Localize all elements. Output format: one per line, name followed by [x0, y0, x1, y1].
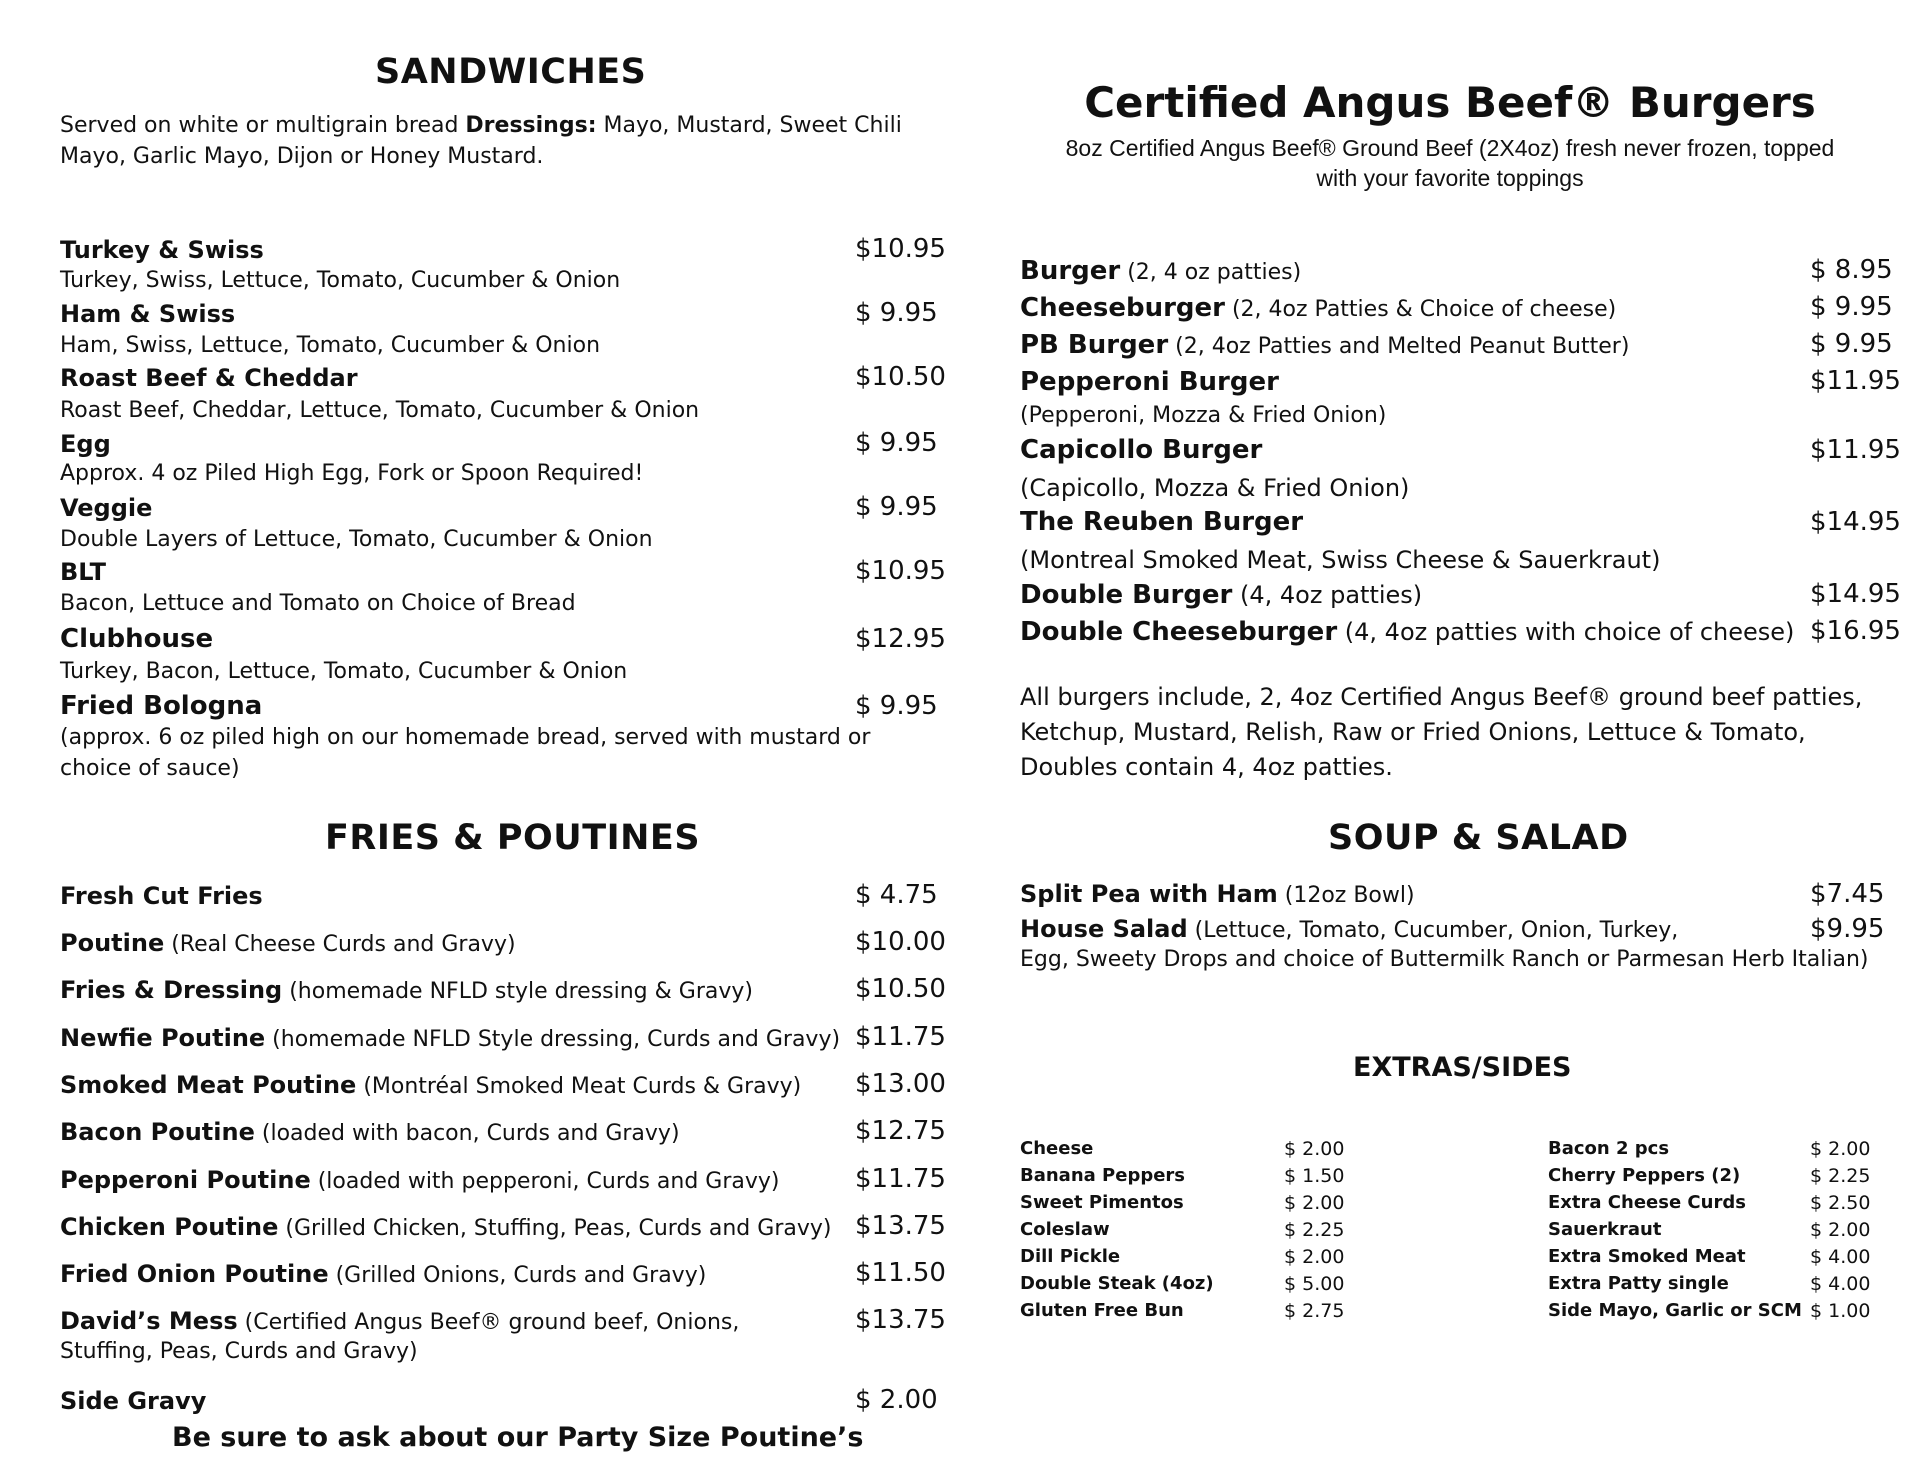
extra-name: Extra Cheese Curds — [1548, 1192, 1746, 1213]
sandwich-price: $10.95 — [855, 234, 946, 264]
burger-desc: (2, 4oz Patties & Choice of cheese) — [1224, 297, 1617, 322]
extra-name: Sweet Pimentos — [1020, 1192, 1184, 1213]
sandwich-price: $ 9.95 — [855, 691, 938, 721]
fries-desc: (Grilled Chicken, Stuffing, Peas, Curds and Gravy) — [278, 1216, 832, 1241]
sandwich-desc: Turkey, Bacon, Lettuce, Tomato, Cucumber & Onion — [60, 659, 628, 684]
sandwiches-intro — [60, 110, 920, 172]
extra-price: $ 1.50 — [1284, 1165, 1345, 1187]
extra-price: $ 1.00 — [1810, 1300, 1871, 1322]
extra-name: Coleslaw — [1020, 1219, 1110, 1240]
sandwich-name: Turkey & Swiss — [60, 236, 264, 264]
sandwich-price: $12.95 — [855, 624, 946, 654]
burger-name: The Reuben Burger — [1020, 507, 1304, 537]
extra-name: Banana Peppers — [1020, 1165, 1186, 1186]
fries-item — [60, 1024, 840, 1052]
extra-price: $ 2.00 — [1810, 1138, 1871, 1160]
burger-desc: (2, 4 oz patties) — [1120, 260, 1302, 285]
extra-price: $ 2.25 — [1810, 1165, 1871, 1187]
fries-desc: (homemade NFLD style dressing & Gravy) — [282, 979, 753, 1004]
sandwich-name: Fried Bologna — [60, 691, 263, 721]
burger-item — [1020, 293, 1616, 323]
fries-desc: (homemade NFLD Style dressing, Curds and Gravy) — [265, 1027, 841, 1052]
extra-name: Extra Smoked Meat — [1548, 1246, 1746, 1267]
extra-price: $ 2.00 — [1284, 1192, 1345, 1214]
fries-item — [60, 1307, 739, 1335]
burger-desc: (4, 4oz patties with choice of cheese) — [1337, 618, 1795, 646]
soup-desc: (Lettuce, Tomato, Cucumber, Onion, Turkey, — [1187, 918, 1679, 943]
extra-name: Cherry Peppers (2) — [1548, 1165, 1741, 1186]
burger-item — [1020, 580, 1422, 610]
fries-name: Chicken Poutine — [60, 1213, 279, 1241]
fries-price: $11.75 — [855, 1164, 946, 1194]
sandwich-desc: Turkey, Swiss, Lettuce, Tomato, Cucumber & Onion — [60, 268, 621, 293]
burger-name: Pepperoni Burger — [1020, 367, 1279, 397]
fries-name: Side Gravy — [60, 1387, 207, 1415]
fries-price: $ 4.75 — [855, 880, 938, 910]
burgers-subtitle-line1: 8oz Certified Angus Beef® Ground Beef (2X4oz) fresh never frozen, topped — [1065, 135, 1835, 161]
extra-price: $ 5.00 — [1284, 1273, 1345, 1295]
fries-name: Smoked Meat Poutine — [60, 1071, 357, 1099]
burger-price: $11.95 — [1810, 366, 1901, 396]
party-size-note: Be sure to ask about our Party Size Poutine’s — [172, 1422, 864, 1453]
extra-name: Cheese — [1020, 1138, 1094, 1159]
sandwich-price: $10.95 — [855, 556, 946, 586]
burger-price: $ 9.95 — [1810, 292, 1893, 322]
extra-name: Gluten Free Bun — [1020, 1300, 1184, 1321]
extra-name: Dill Pickle — [1020, 1246, 1121, 1267]
soup-desc: (12oz Bowl) — [1277, 883, 1415, 908]
fries-name: Fries & Dressing — [60, 976, 283, 1004]
burger-sub: (Pepperoni, Mozza & Fried Onion) — [1020, 403, 1387, 428]
fries-item — [60, 929, 516, 957]
intro-label: Dressings: — [465, 113, 597, 138]
burger-item — [1020, 617, 1794, 647]
burger-price: $16.95 — [1810, 616, 1901, 646]
extra-price: $ 2.50 — [1810, 1192, 1871, 1214]
fries-desc: (loaded with pepperoni, Curds and Gravy) — [310, 1169, 780, 1194]
extra-price: $ 2.75 — [1284, 1300, 1345, 1322]
burger-item — [1020, 330, 1629, 360]
burgers-subtitle-line2: with your favorite toppings — [1316, 165, 1584, 191]
sandwich-desc: Double Layers of Lettuce, Tomato, Cucumber & Onion — [60, 527, 653, 552]
fries-name: Poutine — [60, 929, 165, 957]
sandwich-desc: Roast Beef, Cheddar, Lettuce, Tomato, Cucumber & Onion — [60, 398, 700, 423]
fries-price: $11.75 — [855, 1022, 946, 1052]
sandwich-name: Veggie — [60, 494, 153, 522]
burger-sub: (Capicollo, Mozza & Fried Onion) — [1020, 474, 1410, 502]
sandwich-name: Clubhouse — [60, 624, 214, 654]
extra-name: Side Mayo, Garlic or SCM — [1548, 1300, 1802, 1321]
fries-price: $10.00 — [855, 927, 946, 957]
fries-name: Fresh Cut Fries — [60, 882, 263, 910]
sandwich-desc: Approx. 4 oz Piled High Egg, Fork or Spoon Required! — [60, 461, 644, 486]
fries-item — [60, 882, 263, 910]
extra-price: $ 2.00 — [1810, 1219, 1871, 1241]
fries-item — [60, 1166, 779, 1194]
fries-desc: (loaded with bacon, Curds and Gravy) — [254, 1121, 680, 1146]
burger-name: Cheeseburger — [1020, 293, 1225, 323]
burger-name: Burger — [1020, 256, 1121, 286]
burger-price: $ 9.95 — [1810, 329, 1893, 359]
fries-name: David’s Mess — [60, 1307, 238, 1335]
burger-price: $11.95 — [1810, 435, 1901, 465]
burger-name: PB Burger — [1020, 330, 1169, 360]
extra-name: Double Steak (4oz) — [1020, 1273, 1214, 1294]
fries-price: $13.75 — [855, 1305, 946, 1335]
fries-price: $12.75 — [855, 1116, 946, 1146]
soup-item — [1020, 915, 1678, 943]
fries-item — [60, 1118, 680, 1146]
fries-price: $10.50 — [855, 974, 946, 1004]
sandwich-desc: Bacon, Lettuce and Tomato on Choice of Bread — [60, 591, 576, 616]
fries-price: $13.00 — [855, 1069, 946, 1099]
extra-price: $ 4.00 — [1810, 1273, 1871, 1295]
extra-name: Extra Patty single — [1548, 1273, 1729, 1294]
sandwich-name: Roast Beef & Cheddar — [60, 364, 358, 392]
intro-prefix: Served on white or multigrain bread — [60, 113, 466, 138]
fries-name: Bacon Poutine — [60, 1118, 255, 1146]
extra-price: $ 4.00 — [1810, 1246, 1871, 1268]
burger-price: $14.95 — [1810, 507, 1901, 537]
soup-price: $7.45 — [1810, 879, 1885, 909]
sandwich-name: BLT — [60, 558, 106, 586]
fries-item — [60, 1071, 801, 1099]
soup-title: SOUP & SALAD — [1328, 818, 1629, 858]
extra-name: Sauerkraut — [1548, 1219, 1662, 1240]
sandwich-desc: Ham, Swiss, Lettuce, Tomato, Cucumber & Onion — [60, 333, 601, 358]
sandwich-name: Egg — [60, 430, 111, 458]
fries-price: $13.75 — [855, 1211, 946, 1241]
burger-price: $14.95 — [1810, 579, 1901, 609]
burger-price: $ 8.95 — [1810, 255, 1893, 285]
sandwich-price: $10.50 — [855, 362, 946, 392]
soup-name: House Salad — [1020, 915, 1188, 943]
extra-price: $ 2.00 — [1284, 1246, 1345, 1268]
burger-name: Double Burger — [1020, 580, 1233, 610]
soup-name: Split Pea with Ham — [1020, 880, 1278, 908]
soup-item — [1020, 880, 1415, 908]
burger-desc: (4, 4oz patties) — [1232, 581, 1423, 609]
fries-desc: (Montréal Smoked Meat Curds & Gravy) — [356, 1074, 802, 1099]
extra-price: $ 2.00 — [1284, 1138, 1345, 1160]
sandwich-name: Ham & Swiss — [60, 300, 236, 328]
fries-item — [60, 1387, 206, 1415]
extra-price: $ 2.25 — [1284, 1219, 1345, 1241]
burger-name: Capicollo Burger — [1020, 435, 1263, 465]
intro-rest: Mayo, Mustard, Sweet Chili Mayo, Garlic Mayo, Dijon or Honey Mustard. — [60, 113, 902, 169]
burger-item — [1020, 256, 1301, 286]
fries-title: FRIES & POUTINES — [325, 818, 701, 858]
fries-item — [60, 1213, 831, 1241]
fries-desc: (Grilled Onions, Curds and Gravy) — [328, 1263, 707, 1288]
soup-price: $9.95 — [1810, 914, 1885, 944]
fries-item — [60, 1260, 706, 1288]
fries-name: Pepperoni Poutine — [60, 1166, 311, 1194]
soup-desc-line2: Egg, Sweety Drops and choice of Buttermilk Ranch or Parmesan Herb Italian) — [1020, 947, 1869, 972]
extras-title: EXTRAS/SIDES — [1353, 1052, 1572, 1083]
fries-name: Newfie Poutine — [60, 1024, 266, 1052]
extra-name: Bacon 2 pcs — [1548, 1138, 1670, 1159]
burgers-note: All burgers include, 2, 4oz Certified Angus Beef® ground beef patties, Ketchup, Mustard, Relish, Raw or Fried Onions, Lettuce & Tomato, Doubles contain 4, 4oz patties. — [1020, 683, 1863, 781]
sandwich-price: $ 9.95 — [855, 298, 938, 328]
burger-sub: (Montreal Smoked Meat, Swiss Cheese & Sauerkraut) — [1020, 546, 1661, 574]
sandwich-desc: (approx. 6 oz piled high on our homemade bread, served with mustard or choice of sauce) — [60, 725, 871, 781]
fries-desc: (Certified Angus Beef® ground beef, Onions, — [237, 1310, 740, 1335]
fries-price: $11.50 — [855, 1258, 946, 1288]
fries-name: Fried Onion Poutine — [60, 1260, 329, 1288]
fries-desc: (Real Cheese Curds and Gravy) — [164, 932, 516, 957]
burgers-title: Certified Angus Beef® Burgers — [1084, 78, 1816, 127]
fries-desc-line2: Stuffing, Peas, Curds and Gravy) — [60, 1339, 418, 1364]
fries-price: $ 2.00 — [855, 1385, 938, 1415]
sandwiches-title: SANDWICHES — [375, 52, 647, 92]
fries-item — [60, 976, 753, 1004]
burger-desc: (2, 4oz Patties and Melted Peanut Butter) — [1168, 334, 1630, 359]
sandwich-price: $ 9.95 — [855, 492, 938, 522]
sandwich-price: $ 9.95 — [855, 428, 938, 458]
burger-name: Double Cheeseburger — [1020, 617, 1338, 647]
